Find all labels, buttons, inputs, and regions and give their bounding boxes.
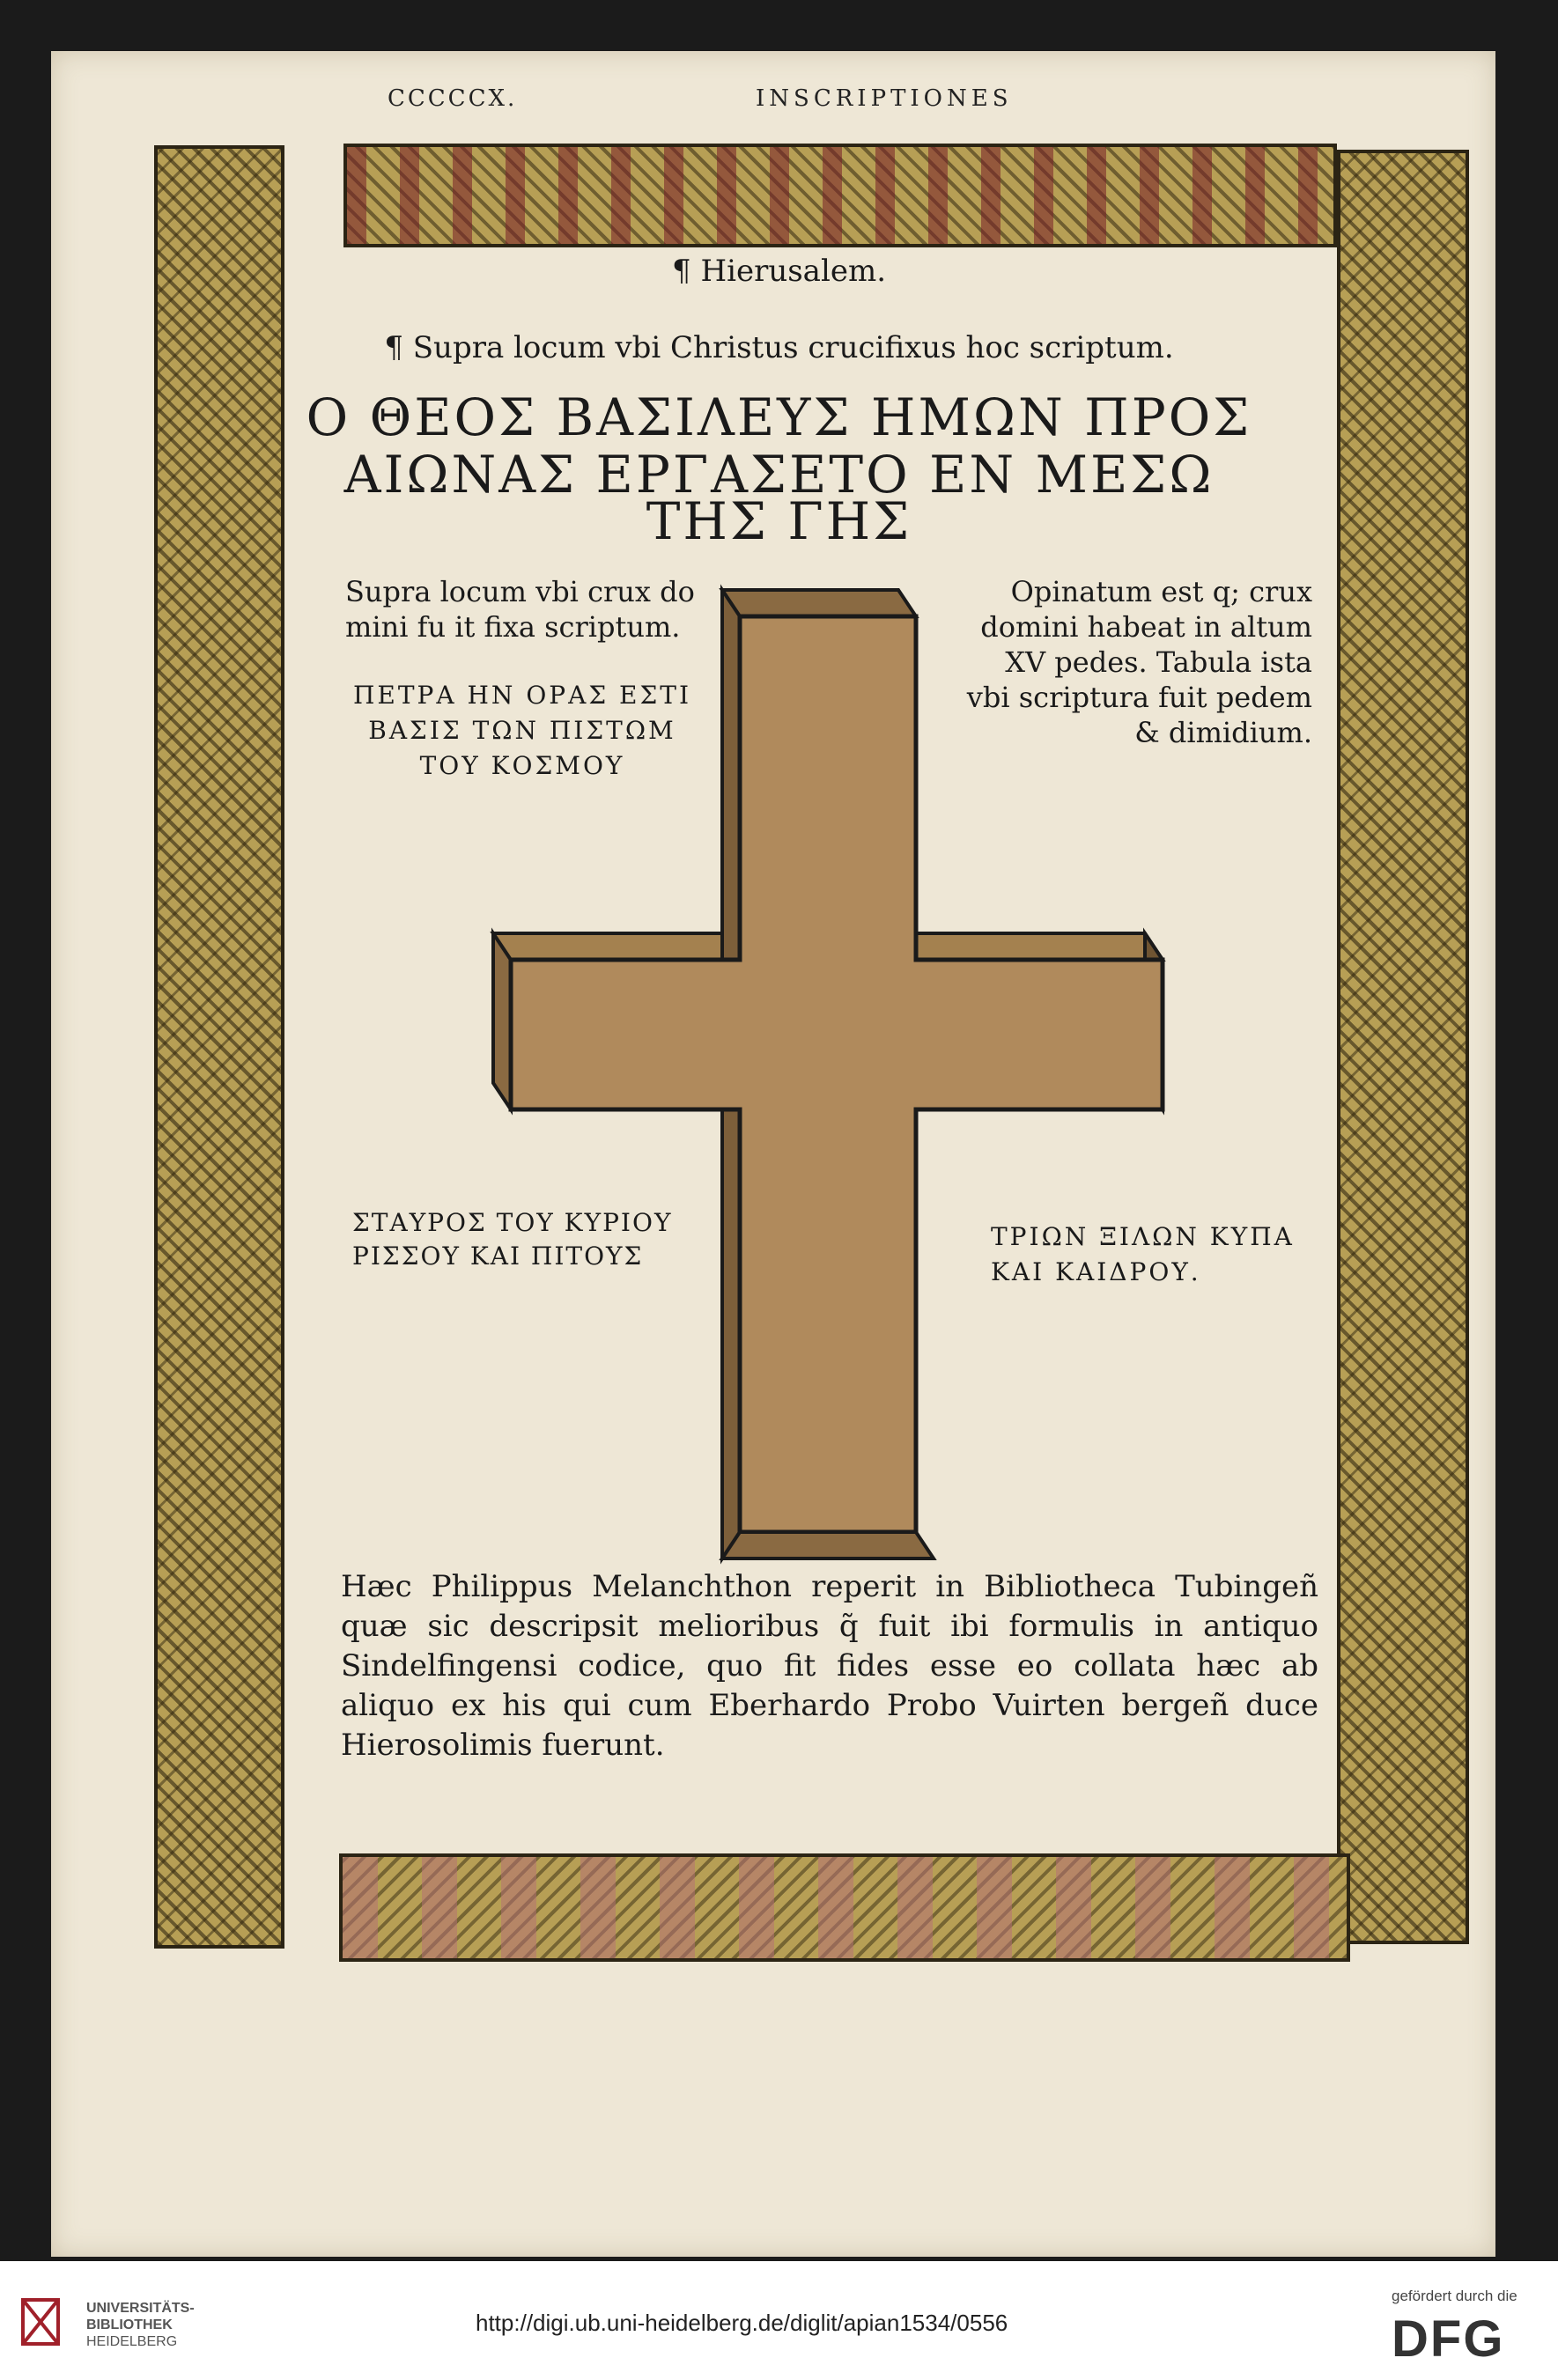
dfg-logo: DFG <box>1392 2310 1505 2368</box>
left-note-line: mini fu it fixa scriptum. <box>345 610 681 644</box>
melanchthon-paragraph: Hæc Philippus Melanchthon reperit in Bibliotheca Tubingeñ quæ sic descripsit melioribus q̃ fuit ibi formulis in antiquo Sindelfingensi codice, quo fit fides esse eo collata hæc ab aliquo ex his qui cum Eberhardo Probo Vuirten bergeñ duce Hierosolimis fuerunt. <box>341 1569 1318 1763</box>
funding-note: gefördert durch die <box>1392 2288 1517 2304</box>
bottom-ornamental-border <box>339 1853 1350 1962</box>
greek-bl-line: ΣΤΑΥΡΟΣ ΤΟΥ ΚΥΡΙΟΥ <box>352 1208 673 1237</box>
cross-face <box>511 616 1163 1532</box>
greek-bottom-right-inscription <box>991 1219 1308 1290</box>
page-number: CCCCCX. <box>388 85 518 112</box>
university-name-line: UNIVERSITÄTS- <box>86 2301 195 2316</box>
greek-inscription-line-2: ΑΙΩΝΑΣ ΕΡΓΑΣΕΤΟ ΕΝ ΜΕΣΩ <box>343 445 1215 505</box>
greek-br-line: ΤΡΙΩΝ ΞΙΛΩΝ ΚΥΠΑ <box>991 1222 1295 1251</box>
wooden-cross-illustration <box>484 581 1171 1567</box>
greek-left-line: ΒΑΣΙΣ ΤΩΝ ΠΙΣΤΩΜ <box>368 716 676 745</box>
right-note-line: Opinatum est q; crux <box>1010 575 1312 608</box>
permalink-url[interactable]: http://digi.ub.uni-heidelberg.de/diglit/apian1534/0556 <box>476 2310 1008 2336</box>
cross-top-bevel <box>722 590 916 616</box>
greek-left-line: ΤΟΥ ΚΟΣΜΟΥ <box>419 751 625 780</box>
university-name-line: BIBLIOTHEK <box>86 2317 173 2332</box>
running-header: INSCRIPTIONES <box>756 85 1013 112</box>
cross-arm-right-top <box>898 933 1163 960</box>
greek-inscription-line-3: ΤΗΣ ΓΗΣ <box>646 491 912 551</box>
cross-left-bevel <box>493 933 511 1109</box>
heading-supra-locum: ¶ Supra locum vbi Christus crucifixus hoc scriptum. <box>384 330 1174 365</box>
cross-base-bevel <box>722 1532 934 1558</box>
viewer-footer <box>0 2261 1558 2380</box>
right-note-line: domini habeat in altum <box>980 610 1312 644</box>
greek-br-line: ΚΑΙ ΚΑΙΔΡΟΥ. <box>991 1257 1201 1286</box>
right-note-line: & dimidium. <box>1134 716 1312 749</box>
top-ornamental-border <box>343 144 1337 247</box>
greek-inscription-line-1: Ο ΘΕΟΣ ΒΑΣΙΛΕΥΣ ΗΜΩΝ ΠΡΟΣ <box>306 387 1252 447</box>
right-note-line: vbi scriptura fuit pedem <box>966 681 1312 714</box>
left-note-line: Supra locum vbi crux do <box>345 575 695 608</box>
university-logo-icon <box>19 2296 62 2347</box>
greek-left-line: ΠΕΤΡΑ ΗΝ ΟΡΑΣ ΕΣΤΙ <box>353 681 691 710</box>
university-name <box>86 2300 195 2350</box>
heading-hierusalem: ¶ Hierusalem. <box>672 254 886 289</box>
greek-bottom-left-inscription <box>352 1206 687 1273</box>
university-name-line: HEIDELBERG <box>86 2334 178 2349</box>
cross-arm-left-top <box>493 933 740 960</box>
right-note-line: XV pedes. Tabula ista <box>1005 645 1312 679</box>
greek-bl-line: ΡΙΣΣΟΥ ΚΑΙ ΠΙΤΟΥΣ <box>352 1242 644 1271</box>
